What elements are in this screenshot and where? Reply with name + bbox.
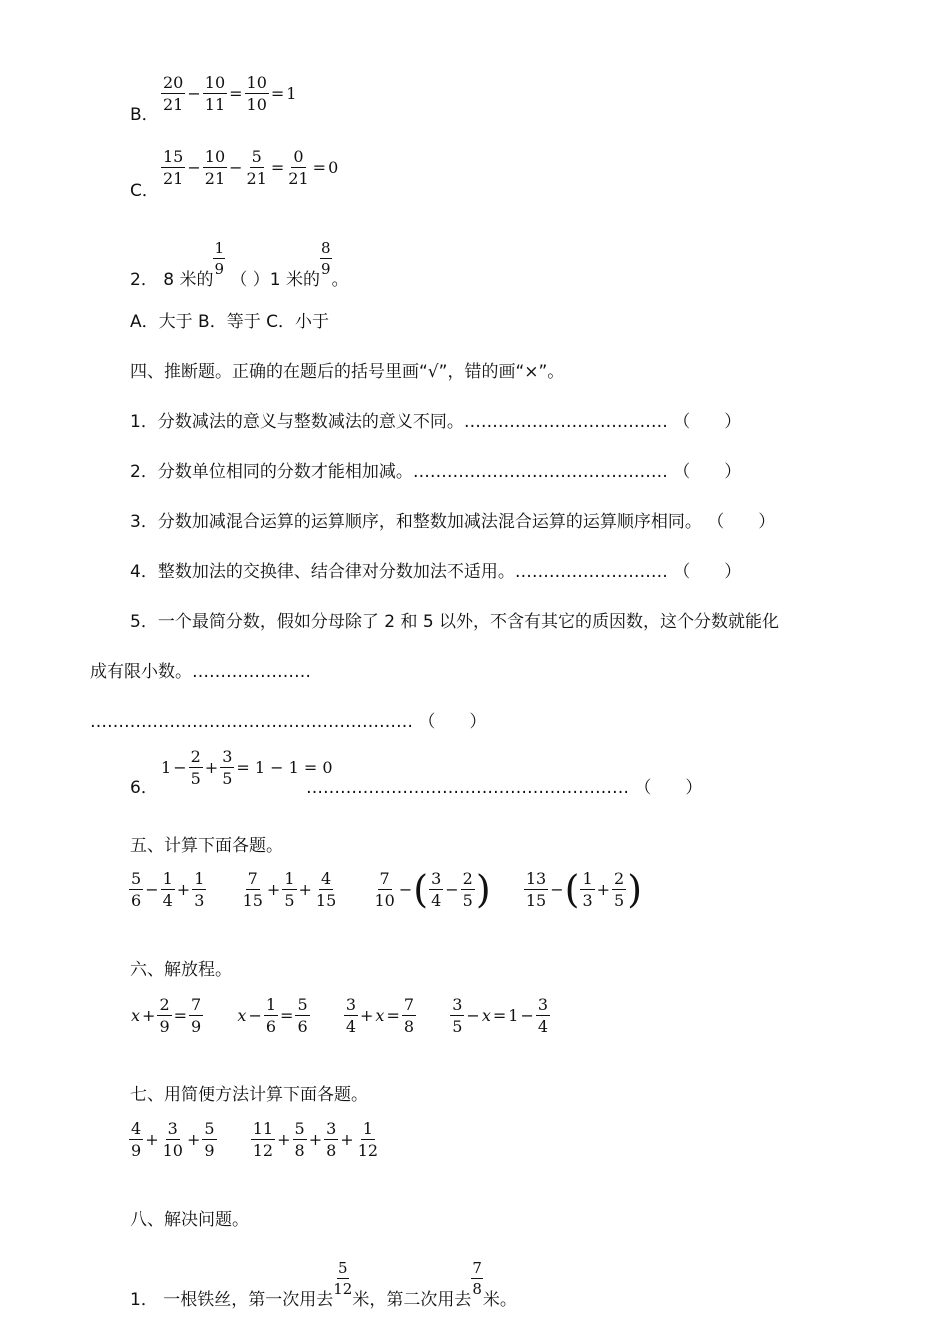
option-c-expression: $\frac{15}{21}$ − $\frac{10}{21}$ − $\frac{5}{21}$ = $\frac{0}{21}$ = 0 — [163, 147, 339, 188]
judge-item-6-expression: 1 − $\frac{2}{5}$ + $\frac{3}{5}$ = 1 − 1 = 0 — [161, 747, 333, 788]
question-2: 2． 8 米的 $\frac{1}{9}$ （ ）1 米的 $\frac{8}{9}$ 。 — [130, 239, 349, 290]
judge-item-6-label: 6． — [130, 778, 158, 798]
judge-item-3: 3．分数加减混合运算的运算顺序，和整数加减法混合运算的运算顺序相同。 （ ） — [130, 512, 776, 532]
judge-item-5-line-2: 成有限小数。………………… — [90, 662, 311, 682]
problem-1: 1． 一根铁丝，第一次用去 $\frac{5}{12}$ 米，第二次用去 $\frac{7}{8}$ 米。 — [130, 1259, 517, 1310]
section-7-title: 七、用简便方法计算下面各题。 — [130, 1085, 368, 1105]
section-6-title: 六、解放程。 — [130, 960, 232, 980]
judge-item-4: 4．整数加法的交换律、结合律对分数加法不适用。……………………… （ ） — [130, 562, 742, 582]
option-b-label: B． — [130, 105, 159, 125]
option-c-label: C． — [130, 181, 159, 201]
judge-item-5-line-3: ………………………………………………… （ ） — [90, 712, 487, 732]
equation-expressions: x + $\frac{2}{9}$ = $\frac{7}{9}$ x − $\frac{1}{6}$ = $\frac{5}{6}$ $\frac{3}{4}$ + x = $\frac{7}{8}$ $\frac{3}{5}$ − x = 1 − $\frac{3}{4}$ — [131, 995, 549, 1036]
section-5-title: 五、计算下面各题。 — [130, 836, 283, 856]
judge-item-5-line-1: 5．一个最简分数，假如分母除了 2 和 5 以外，不含有其它的质因数，这个分数就能化 — [130, 612, 780, 632]
judge-item-1: 1．分数减法的意义与整数减法的意义不同。……………………………… （ ） — [130, 412, 742, 432]
judge-item-6-tail: ………………………………………………… （ ） — [306, 778, 703, 798]
section-4-title: 四、推断题。正确的在题后的括号里画“√”，错的画“×”。 — [130, 362, 565, 382]
option-b-expression: $\frac{20}{21}$ − $\frac{10}{11}$ = $\frac{10}{10}$ = 1 — [163, 73, 297, 114]
simplify-expressions: $\frac{4}{9}$ + $\frac{3}{10}$ + $\frac{5}{9}$ $\frac{11}{12}$ + $\frac{5}{8}$ + $\frac{3}{8}$ + $\frac{1}{12}$ — [131, 1119, 379, 1160]
question-2-options: A．大于 B．等于 C．小于 — [130, 312, 329, 332]
section-8-title: 八、解决问题。 — [130, 1210, 249, 1230]
judge-item-2: 2．分数单位相同的分数才能相加减。……………………………………… （ ） — [130, 462, 742, 482]
calc-expressions: $\frac{5}{6}$ − $\frac{1}{4}$ + $\frac{1}{3}$ $\frac{7}{15}$ + $\frac{1}{5}$ + $\frac{4}{15}$ $\frac{7}{10}$ −( $\frac{3}{4}$ − $\frac{2}{5}$ ) $\frac{13}{15}$ −( $\frac{1}{3}$ + $\frac{2}{5}$ ) — [131, 867, 643, 912]
